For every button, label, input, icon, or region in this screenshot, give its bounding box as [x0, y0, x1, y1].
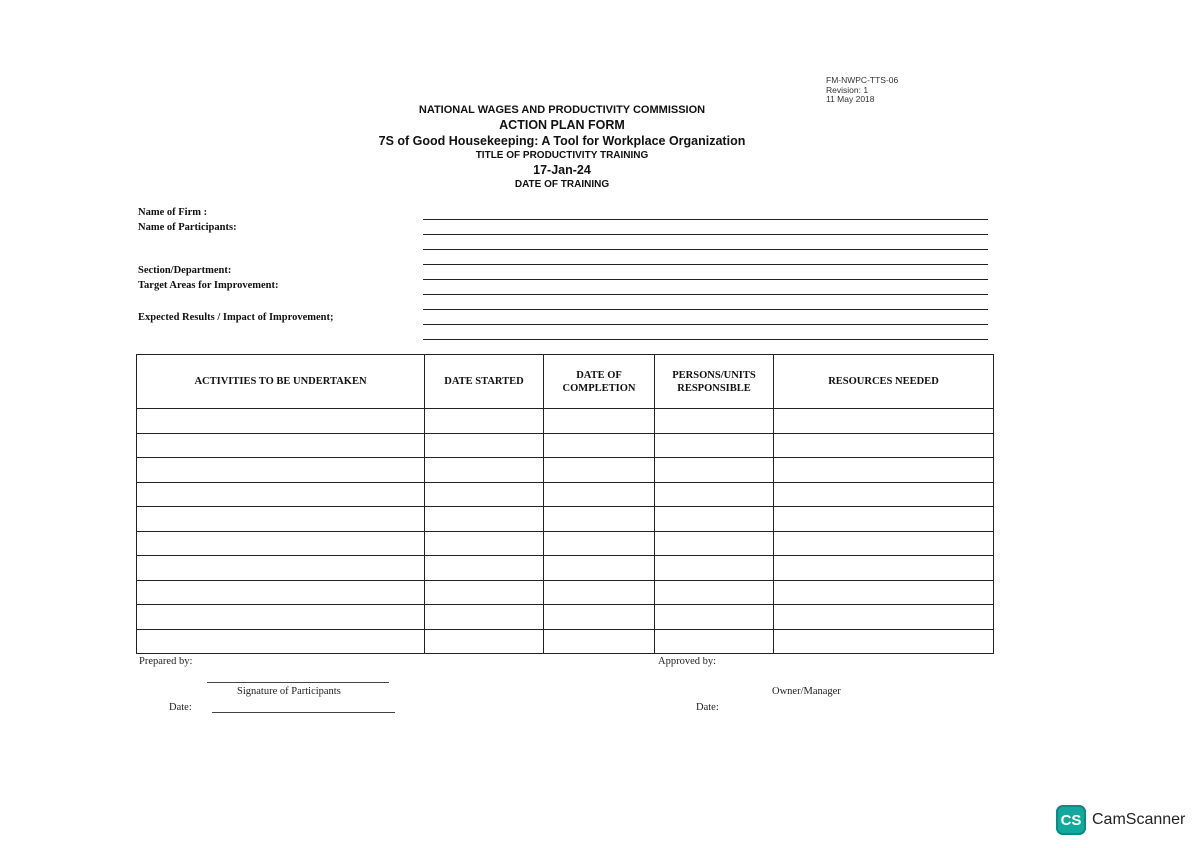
table-cell[interactable]: [774, 433, 994, 458]
table-row: [137, 605, 994, 630]
table-cell[interactable]: [544, 556, 655, 581]
document-code-block: [826, 76, 898, 105]
table-cell[interactable]: [774, 531, 994, 556]
table-cell[interactable]: [544, 458, 655, 483]
table-cell[interactable]: [774, 482, 994, 507]
table-cell[interactable]: [425, 458, 544, 483]
revision-date: 11 May 2018: [826, 94, 875, 104]
signature-caption: Signature of Participants: [237, 686, 341, 697]
column-header-date-completion: DATE OF COMPLETION: [544, 355, 655, 409]
column-header-date-started: DATE STARTED: [425, 355, 544, 409]
action-plan-table: [136, 354, 994, 654]
prepared-date-line[interactable]: [212, 712, 395, 713]
table-cell[interactable]: [137, 580, 425, 605]
expected-results-input-line[interactable]: [423, 339, 988, 340]
table-cell[interactable]: [655, 458, 774, 483]
table-cell[interactable]: [774, 629, 994, 654]
approved-by-label: Approved by:: [658, 656, 717, 667]
training-title-caption: TITLE OF PRODUCTIVITY TRAINING: [475, 150, 649, 161]
table-cell[interactable]: [137, 458, 425, 483]
table-cell[interactable]: [544, 433, 655, 458]
table-row: [137, 458, 994, 483]
table-row: [137, 507, 994, 532]
table-cell[interactable]: [544, 409, 655, 434]
table-row: [137, 629, 994, 654]
table-cell[interactable]: [137, 482, 425, 507]
camscanner-brand-text: CamScanner: [1092, 811, 1186, 828]
expected-results-input-line[interactable]: [423, 324, 988, 325]
table-row: [137, 580, 994, 605]
participants-label: Name of Participants:: [138, 222, 237, 233]
table-cell[interactable]: [137, 556, 425, 581]
table-cell[interactable]: [655, 433, 774, 458]
column-header-persons-responsible: PERSONS/UNITS RESPONSIBLE: [655, 355, 774, 409]
table-cell[interactable]: [425, 605, 544, 630]
firm-label: Name of Firm :: [138, 207, 208, 218]
table-cell[interactable]: [774, 605, 994, 630]
training-date: 17-Jan-24: [533, 163, 591, 177]
camscanner-watermark: [1056, 805, 1185, 835]
table-row: [137, 482, 994, 507]
commission-name: NATIONAL WAGES AND PRODUCTIVITY COMMISSION: [418, 104, 706, 116]
table-cell[interactable]: [655, 605, 774, 630]
table-cell[interactable]: [425, 629, 544, 654]
table-cell[interactable]: [655, 531, 774, 556]
table-cell[interactable]: [774, 409, 994, 434]
target-areas-label: Target Areas for Improvement:: [138, 280, 279, 291]
table-cell[interactable]: [425, 409, 544, 434]
training-date-caption: DATE OF TRAINING: [514, 179, 610, 190]
table-cell[interactable]: [425, 482, 544, 507]
table-cell[interactable]: [774, 458, 994, 483]
table-cell[interactable]: [425, 433, 544, 458]
table-row: [137, 556, 994, 581]
table-cell[interactable]: [137, 605, 425, 630]
table-cell[interactable]: [544, 580, 655, 605]
expected-results-input-line[interactable]: [423, 309, 988, 310]
column-header-resources-needed: RESOURCES NEEDED: [774, 355, 994, 409]
table-cell[interactable]: [137, 507, 425, 532]
table-header-row: [137, 355, 994, 409]
participants-input-line[interactable]: [423, 234, 988, 235]
table-row: [137, 409, 994, 434]
table-cell[interactable]: [137, 433, 425, 458]
table-cell[interactable]: [544, 531, 655, 556]
table-cell[interactable]: [544, 605, 655, 630]
table-cell[interactable]: [544, 507, 655, 532]
participants-input-line[interactable]: [423, 249, 988, 250]
section-input-line[interactable]: [423, 264, 988, 265]
table-cell[interactable]: [655, 556, 774, 581]
revision-number: Revision: 1: [826, 84, 869, 95]
target-areas-input-line[interactable]: [423, 279, 988, 280]
table-row: [137, 531, 994, 556]
prepared-date-label: Date:: [169, 702, 192, 713]
form-header: [300, 103, 824, 191]
table-cell[interactable]: [774, 580, 994, 605]
table-cell[interactable]: [137, 531, 425, 556]
table-cell[interactable]: [137, 629, 425, 654]
owner-manager-caption: Owner/Manager: [772, 686, 841, 697]
training-title: 7S of Good Housekeeping: A Tool for Workplace Organization: [378, 134, 746, 148]
table-cell[interactable]: [655, 409, 774, 434]
table-cell[interactable]: [425, 580, 544, 605]
section-label: Section/Department:: [138, 265, 232, 276]
firm-input-line[interactable]: [423, 219, 988, 220]
table-cell[interactable]: [655, 580, 774, 605]
approved-date-label: Date:: [696, 702, 719, 713]
table-cell[interactable]: [425, 556, 544, 581]
table-cell[interactable]: [544, 629, 655, 654]
prepared-by-label: Prepared by:: [139, 656, 193, 667]
form-number: FM-NWPC-TTS-06: [826, 75, 899, 85]
table-cell[interactable]: [655, 507, 774, 532]
table-cell[interactable]: [655, 629, 774, 654]
column-header-activities: ACTIVITIES TO BE UNDERTAKEN: [137, 355, 425, 409]
table-cell[interactable]: [774, 507, 994, 532]
table-cell[interactable]: [137, 409, 425, 434]
target-areas-input-line[interactable]: [423, 294, 988, 295]
table-cell[interactable]: [544, 482, 655, 507]
form-title: ACTION PLAN FORM: [499, 118, 625, 132]
table-cell[interactable]: [425, 507, 544, 532]
participant-signature-line[interactable]: [207, 682, 389, 683]
table-cell[interactable]: [774, 556, 994, 581]
table-cell[interactable]: [425, 531, 544, 556]
camscanner-logo-icon: CS: [1056, 805, 1086, 835]
expected-results-label: Expected Results / Impact of Improvement;: [138, 312, 334, 323]
table-cell[interactable]: [655, 482, 774, 507]
table-row: [137, 433, 994, 458]
